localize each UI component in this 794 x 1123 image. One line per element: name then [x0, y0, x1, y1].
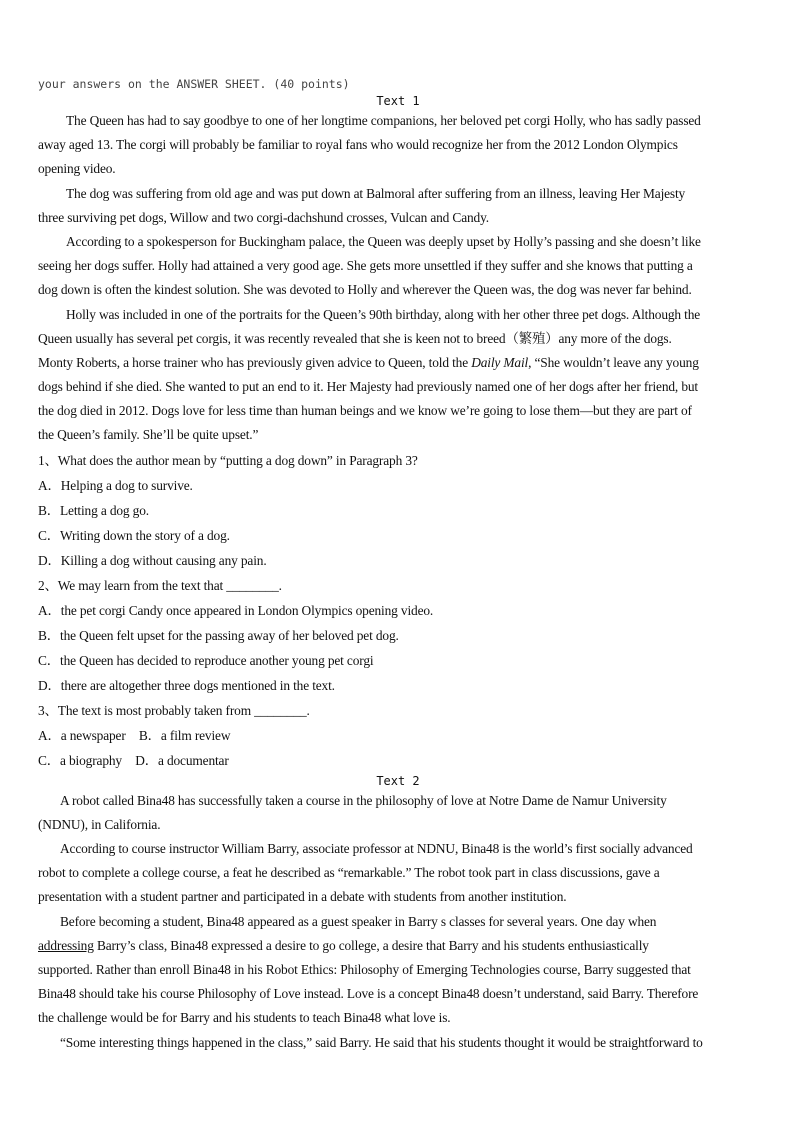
- passage-line: seeing her dogs suffer. Holly had attained a very good age. She gets more unsettled if they suffer and she knows that putting a: [38, 258, 693, 274]
- answer-option: A．a newspaper B．a film review: [38, 727, 231, 743]
- answer-option: A．the pet corgi Candy once appeared in London Olympics opening video.: [38, 602, 434, 618]
- text1-passage: [38, 109, 758, 448]
- questions: [38, 448, 758, 773]
- passage-line: the challenge would be for Barry and his students to teach Bina48 what love is.: [38, 1010, 451, 1026]
- question-stem: 3、The text is most probably taken from ________.: [38, 702, 310, 718]
- passage-line: robot to complete a college course, a feat he described as “remarkable.” The robot took part in class discussions, gave a: [38, 865, 660, 881]
- question-stem: 2、We may learn from the text that ________.: [38, 577, 282, 593]
- answer-option: B．Letting a dog go.: [38, 502, 149, 518]
- newspaper-name: Daily Mail: [471, 354, 529, 370]
- passage-line: According to a spokesperson for Buckingham palace, the Queen was deeply upset by Holly’s passing and she doesn’t like: [66, 233, 701, 249]
- line-text: Barry’s class, Bina48 expressed a desire to go college, a desire that Barry and his students enthusiastically: [93, 937, 649, 953]
- answer-option: C．Writing down the story of a dog.: [38, 527, 230, 543]
- text2-title: Text 2: [376, 773, 420, 788]
- passage-line: The dog was suffering from old age and was put down at Balmoral after suffering from an illness, leaving Her Majesty: [66, 185, 686, 201]
- passage-line: According to course instructor William Barry, associate professor at NDNU, Bina48 is the world’s first socially advanced: [60, 841, 693, 856]
- passage-line: (NDNU), in California.: [38, 816, 161, 832]
- passage-line: Queen usually has several pet corgis, it was recently revealed that she is keen not to breed（繁殖）any more of the dogs.: [38, 330, 672, 346]
- passage-line: “Some interesting things happened in the class,” said Barry. He said that his students thought it would be straightforward to: [60, 1034, 703, 1050]
- passage-line: opening video.: [38, 161, 116, 177]
- passage-line: the dog died in 2012. Dogs love for less time than human beings and we know we’re going to lose them—but they are part of: [38, 403, 692, 419]
- passage-line: [38, 934, 758, 958]
- answer-option: D．there are altogether three dogs mentioned in the text.: [38, 677, 335, 693]
- underlined-word: addressing: [38, 937, 94, 953]
- passage-line: dog down is often the kindest solution. She was devoted to Holly and wherever the Queen was, the dog was never far behind.: [38, 282, 692, 298]
- answer-option: C．the Queen has decided to reproduce another young pet corgi: [38, 652, 374, 668]
- answer-option: D．Killing a dog without causing any pain.: [38, 552, 267, 568]
- line-text: Monty Roberts, a horse trainer who has previously given advice to Queen, told the: [38, 354, 472, 370]
- line-text: , “She wouldn’t leave any young: [528, 354, 699, 370]
- passage-line: [38, 351, 758, 375]
- instruction-text: your answers on the ANSWER SHEET. (40 points): [38, 77, 350, 91]
- answer-option: B．the Queen felt upset for the passing away of her beloved pet dog.: [38, 627, 399, 643]
- passage-line: Holly was included in one of the portraits for the Queen’s 90th birthday, along with her other three pet dogs. Although the: [66, 306, 701, 322]
- passage-line: Bina48 should take his course Philosophy of Love instead. Love is a concept Bina48 doesn’t understand, said Barry. Therefore: [38, 986, 699, 1002]
- passage-line: dogs behind if she died. She wanted to put an end to it. Her Majesty had previously named one of her dogs after her friend, but: [38, 379, 698, 395]
- passage-line: three surviving pet dogs, Willow and two corgi-dachshund crosses, Vulcan and Candy.: [38, 209, 489, 225]
- answer-option: C．a biography D．a documentar: [38, 752, 229, 768]
- passage-line: A robot called Bina48 has successfully taken a course in the philosophy of love at Notre Dame de Namur University: [60, 792, 667, 808]
- passage-line: The Queen has had to say goodbye to one of her longtime companions, her beloved pet corgi Holly, who has sadly passed: [66, 113, 701, 128]
- document-page: [38, 76, 758, 1055]
- text2-passage: [38, 789, 758, 1055]
- question-stem: 1、What does the author mean by “putting a dog down” in Paragraph 3?: [38, 452, 418, 468]
- passage-line: the Queen’s family. She’ll be quite upset.”: [38, 427, 259, 443]
- passage-line: away aged 13. The corgi will probably be familiar to royal fans who would recognize her from the 2012 London Olympics: [38, 137, 678, 153]
- passage-line: presentation with a student partner and participated in a debate with students from another institution.: [38, 889, 567, 905]
- answer-option: A．Helping a dog to survive.: [38, 477, 193, 493]
- text1-title: Text 1: [376, 94, 420, 108]
- passage-line: supported. Rather than enroll Bina48 in his Robot Ethics: Philosophy of Emerging Technologies course, Barry suggested that: [38, 961, 691, 977]
- passage-line: Before becoming a student, Bina48 appeared as a guest speaker in Barry s classes for several years. One day when: [60, 913, 657, 929]
